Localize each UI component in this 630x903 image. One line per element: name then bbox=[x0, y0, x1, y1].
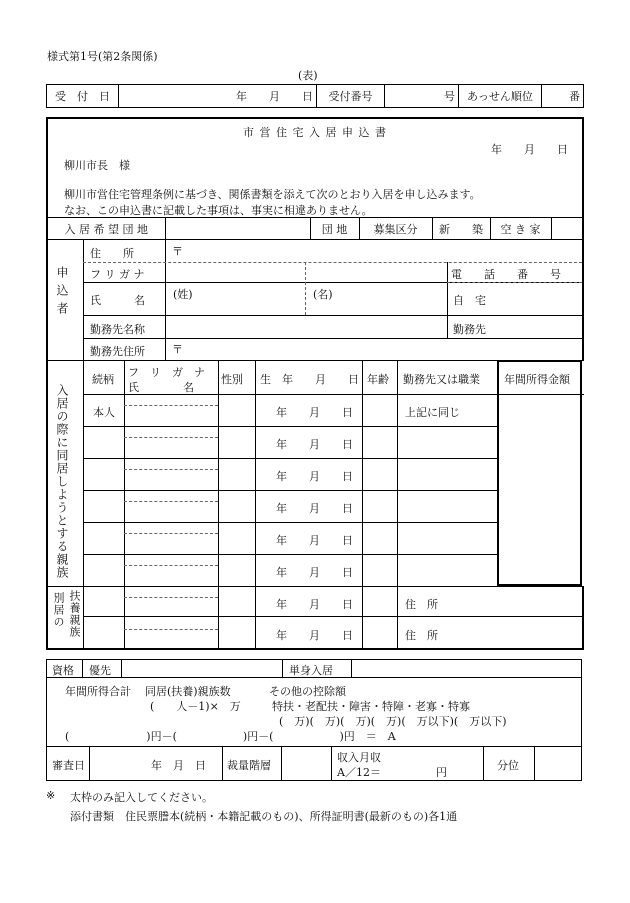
separate-section bbox=[46, 586, 584, 650]
job-header: 勤務先又は職業 bbox=[403, 373, 480, 386]
employer-postal-mark[interactable]: 〒 bbox=[172, 343, 183, 356]
form-title: 市 営 住 宅 入 居 申 込 書 bbox=[243, 126, 387, 139]
reception-no-label: 受付番号 bbox=[317, 85, 385, 108]
sex-header: 性別 bbox=[221, 373, 243, 386]
applicant-label: 申込者 bbox=[55, 266, 69, 320]
same-as-above: 上記に同じ bbox=[405, 406, 460, 419]
separate-label-b: 扶養親族 bbox=[68, 590, 81, 638]
employer-label: 勤務先名称 bbox=[90, 323, 145, 336]
monthly-income-label: 収入月収 bbox=[337, 751, 381, 764]
dependents-label: 同居(扶養)親族数 bbox=[145, 685, 231, 698]
admin-block bbox=[46, 659, 582, 781]
family-section bbox=[46, 360, 584, 587]
income-header: 年間所得金額 bbox=[504, 373, 570, 386]
mediation-rank[interactable]: 番 bbox=[542, 85, 584, 108]
monthly-income-formula[interactable]: A／12＝ 円 bbox=[337, 766, 447, 779]
self-relation: 本人 bbox=[93, 406, 115, 419]
single-label: 単身入居 bbox=[289, 664, 333, 677]
received-date[interactable]: 年 月 日 bbox=[119, 85, 317, 108]
desired-input[interactable] bbox=[165, 218, 310, 240]
other-deduction-label: その他の控除額 bbox=[269, 685, 346, 698]
work-phone-label: 勤務先 bbox=[453, 323, 486, 336]
separate-birth-date[interactable]: 年 月 日 bbox=[276, 598, 353, 611]
review-date[interactable]: 年 月 日 bbox=[151, 759, 206, 772]
family-section-label: 入居の際に同居しようとする親族 bbox=[55, 384, 69, 579]
received-label: 受 付 日 bbox=[47, 85, 119, 108]
separate-label-a: 別居の bbox=[52, 592, 65, 628]
phone-label: 電 話 番 号 bbox=[451, 268, 561, 281]
birth-date[interactable]: 年 月 日 bbox=[276, 406, 353, 419]
furigana-label: フ リ ガ ナ bbox=[90, 268, 145, 281]
total-income-label: 年間所得合計 bbox=[65, 685, 131, 698]
qualification-label: 資格 bbox=[52, 664, 74, 677]
desired-table bbox=[46, 217, 584, 240]
new-option[interactable]: 新 築 bbox=[432, 218, 490, 240]
employer-address-label: 勤務先住所 bbox=[90, 345, 145, 358]
given-name-field[interactable]: (名) bbox=[313, 288, 333, 301]
furigana-header: フ リ ガ ナ bbox=[128, 366, 205, 379]
category-label: 募集区分 bbox=[359, 218, 432, 240]
deduction-categories: 特扶・老配扶・障害・特障・老寡・特寡 bbox=[272, 700, 470, 713]
reception-no[interactable]: 号 bbox=[385, 85, 459, 108]
income-formula[interactable]: ( )円－( )円－( )円 ＝ A bbox=[65, 730, 396, 743]
desired-label: 入 居 希 望 団 地 bbox=[47, 218, 165, 240]
deduction-units[interactable]: ( 万)( 万)( 万)( 万)( 万以下)( 万以下) bbox=[279, 715, 507, 728]
application-date[interactable]: 年 月 日 bbox=[491, 143, 568, 156]
age-header: 年齢 bbox=[367, 373, 389, 386]
surname-field[interactable]: (姓) bbox=[173, 288, 193, 301]
birth-date[interactable]: 年 月 日 bbox=[276, 566, 353, 579]
relation-header: 続柄 bbox=[92, 373, 114, 386]
application-header bbox=[46, 117, 584, 218]
name-label: 氏 名 bbox=[90, 294, 145, 307]
separate-address: 住 所 bbox=[405, 629, 438, 642]
floor-label: 裁量階層 bbox=[227, 759, 271, 772]
addressee: 柳川市長 様 bbox=[64, 159, 130, 172]
applicant-section bbox=[46, 240, 584, 361]
attach-label: 添付書類 bbox=[70, 810, 114, 823]
reception-table bbox=[46, 84, 584, 108]
postal-mark[interactable]: 〒 bbox=[172, 245, 183, 258]
birth-date[interactable]: 年 月 日 bbox=[276, 502, 353, 515]
birth-header: 生 年 月 日 bbox=[260, 373, 359, 386]
vacant-option[interactable]: 空 き 家 bbox=[490, 218, 551, 240]
grade-label: 分位 bbox=[497, 759, 519, 772]
danchi-label: 団 地 bbox=[310, 218, 359, 240]
birth-date[interactable]: 年 月 日 bbox=[276, 534, 353, 547]
statement-2: なお、この申込書に記載した事項は、事実に相違ありません。 bbox=[64, 204, 373, 217]
face-label: (表) bbox=[298, 69, 318, 82]
separate-address: 住 所 bbox=[405, 598, 438, 611]
separate-birth-date[interactable]: 年 月 日 bbox=[276, 629, 353, 642]
birth-date[interactable]: 年 月 日 bbox=[276, 470, 353, 483]
dependents-calc[interactable]: ( 人－1)× 万 bbox=[150, 700, 241, 713]
fill-note: 太枠のみ記入してください。 bbox=[70, 791, 213, 804]
note-marker: ※ bbox=[46, 789, 56, 802]
birth-date[interactable]: 年 月 日 bbox=[276, 438, 353, 451]
review-date-label: 審査日 bbox=[52, 759, 85, 772]
priority-label: 優先 bbox=[89, 664, 111, 677]
mediation-label: あっせん順位 bbox=[459, 85, 542, 108]
attach-text: 住民票謄本(続柄・本籍記載のもの)、所得証明書(最新のもの)各1通 bbox=[125, 810, 458, 823]
statement-1: 柳川市営住宅管理条例に基づき、関係書類を添えて次のとおり入居を申し込みます。 bbox=[64, 188, 481, 201]
form-number: 様式第1号(第2条関係) bbox=[47, 50, 158, 63]
address-label: 住 所 bbox=[90, 247, 134, 260]
home-phone-label: 自 宅 bbox=[453, 294, 486, 307]
name-header: 氏 名 bbox=[128, 381, 194, 394]
